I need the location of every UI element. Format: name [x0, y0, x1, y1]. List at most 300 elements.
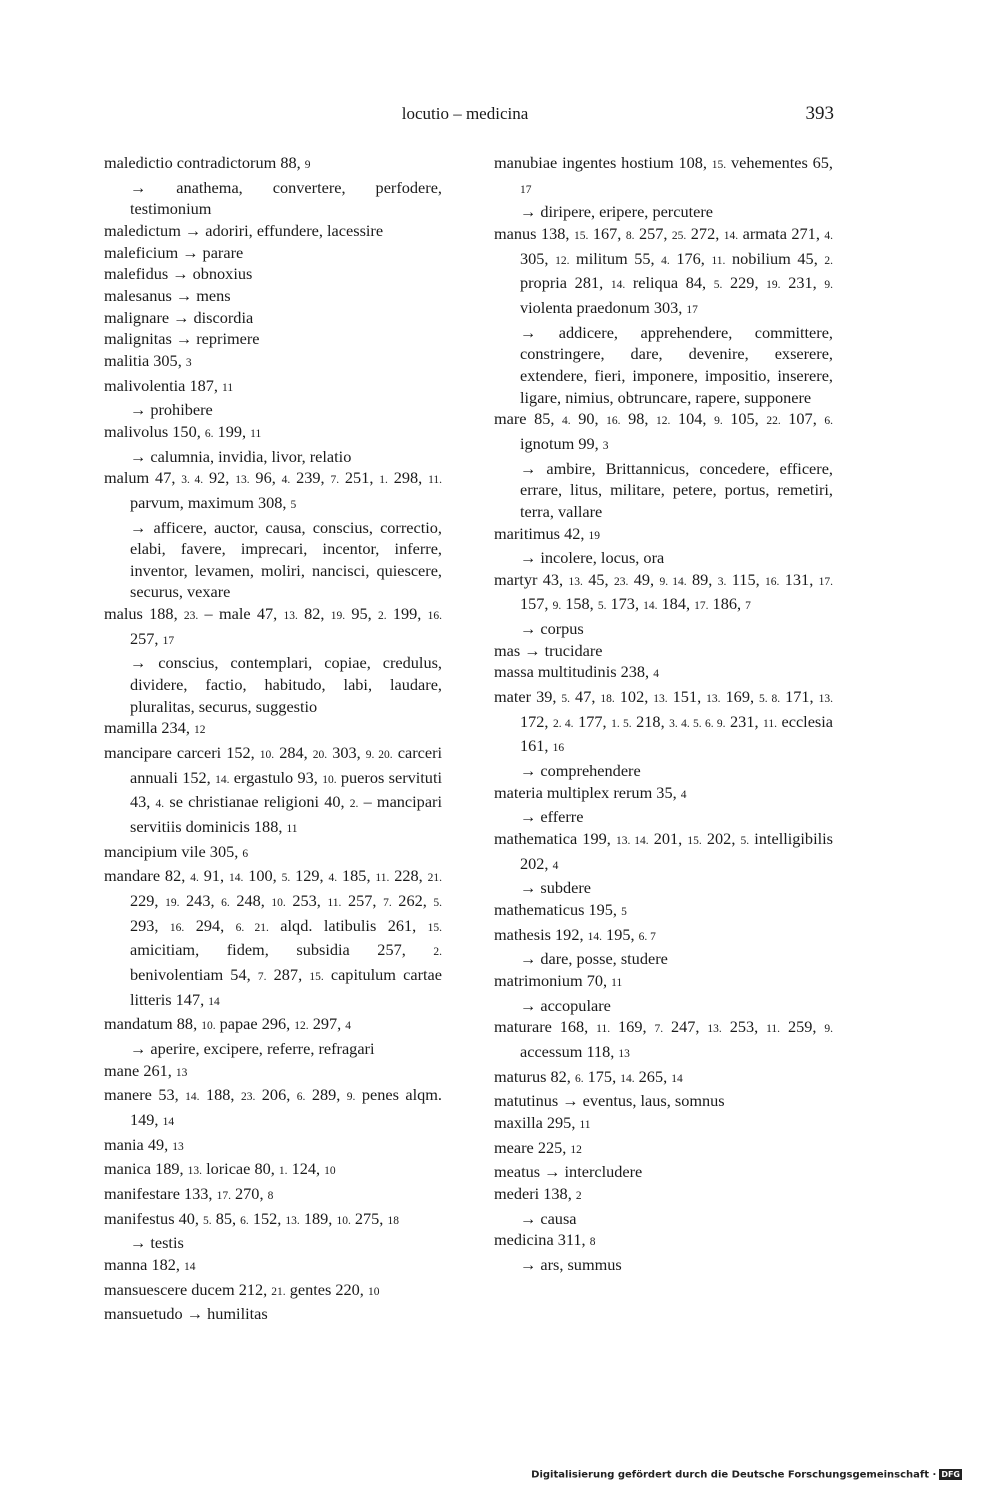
entry-text: 243,: [179, 891, 222, 910]
entry-text: 228,: [389, 866, 428, 886]
index-entry: [494, 1112, 833, 1137]
index-entry: [494, 408, 833, 457]
entry-text: 218,: [631, 711, 670, 731]
line-number: 5: [621, 906, 627, 918]
line-number: 13.: [285, 1214, 300, 1227]
entry-text: ergastulo 93,: [229, 767, 323, 787]
line-number: 4.: [190, 872, 199, 885]
entry-text: mane 261,: [104, 1060, 176, 1080]
cross-reference: [104, 652, 442, 717]
entry-text: → incolere, locus, ora: [520, 548, 665, 568]
line-number: 22.: [766, 415, 781, 428]
entry-text: 152,: [248, 1208, 286, 1228]
entry-text: 173,: [606, 594, 644, 614]
line-number: 12.: [294, 1020, 309, 1033]
entry-text: meare 225,: [494, 1137, 571, 1157]
line-number: 1.: [379, 474, 388, 487]
entry-text: 157,: [520, 594, 553, 614]
entry-text: 229,: [722, 273, 767, 293]
entry-text: 305,: [520, 248, 556, 268]
cross-reference: [494, 618, 833, 640]
entry-text: amicitiam, fidem, subsidia 257,: [130, 940, 434, 960]
index-entry: [494, 686, 833, 760]
entry-text: maxilla 295,: [494, 1112, 580, 1132]
line-number: 4: [653, 668, 659, 681]
entry-text: 107,: [780, 409, 825, 429]
entry-text: 104,: [670, 409, 715, 429]
line-number: 14.: [228, 872, 244, 885]
entry-text: 89,: [686, 569, 718, 589]
entry-text: → diripere, eripere, percutere: [520, 202, 713, 222]
entry-text: meatus → intercludere: [494, 1162, 643, 1182]
entry-text: capitulum cartae litteris 147,: [130, 964, 442, 1009]
entry-text: 297,: [308, 1014, 346, 1034]
dfg-logo: DFG: [941, 1470, 960, 1479]
line-number: 19.: [330, 610, 346, 623]
entry-text: mancipare carceri 152,: [104, 743, 260, 763]
entry-text: manna 182,: [104, 1254, 185, 1274]
entry-text: mare 85,: [494, 409, 563, 429]
entry-text: 257,: [130, 628, 163, 648]
entry-text: maleficium → parare: [104, 242, 244, 262]
line-number: 10.: [271, 897, 286, 909]
line-number: 9.: [552, 600, 562, 613]
entry-text: malum 47,: [104, 468, 182, 488]
line-number: 11.: [766, 1023, 781, 1036]
line-number: 12: [193, 724, 206, 737]
entry-text: – male 47,: [198, 604, 284, 624]
index-entry: [494, 1090, 833, 1112]
line-number: 16.: [606, 415, 621, 428]
entry-text: militum 55,: [569, 248, 662, 268]
entry-text: 171,: [780, 687, 819, 707]
entry-text: mania 49,: [104, 1134, 173, 1154]
entry-text: massa multitudinis 238,: [494, 662, 654, 682]
line-number: 6.: [204, 427, 214, 440]
entry-text: matutinus → eventus, laus, somnus: [494, 1091, 725, 1111]
line-number: 4: [345, 1020, 352, 1033]
entry-text: manifestare 133,: [104, 1183, 217, 1203]
entry-text: → afficere, auctor, causa, conscius, correctio, elabi, favere, imprecari, incentor, inferre, inventor, levamen, moliri, nancisci, quiescere, securus, vexare: [130, 517, 442, 602]
line-number: 20.: [312, 749, 328, 762]
line-number: 7.: [654, 1023, 664, 1036]
entry-text: malivolentia 187,: [104, 375, 223, 395]
index-entry: [494, 970, 833, 995]
line-number: 3.: [717, 575, 727, 588]
footer-text: Digitalisierung gefördert durch die Deutsche Forschungsgemeinschaft ·: [531, 1469, 937, 1481]
entry-text: 85,: [211, 1208, 241, 1228]
entry-text: gentes 220,: [285, 1279, 368, 1299]
index-entry: [104, 603, 442, 652]
line-number: 23.: [183, 610, 199, 623]
entry-text: 201,: [648, 829, 688, 849]
index-entry: [494, 899, 833, 924]
entry-text: 151,: [667, 687, 707, 707]
entry-text: nobilium 45,: [725, 248, 825, 268]
entry-text: reliqua 84,: [625, 273, 714, 293]
entry-text: 100,: [243, 866, 282, 886]
page-number: 393: [805, 103, 834, 124]
line-number: 14.: [620, 1072, 635, 1085]
line-number: 13.: [568, 575, 583, 588]
index-entry: [494, 1066, 833, 1091]
line-number: 17.: [216, 1189, 231, 1202]
line-number: 11.: [375, 872, 390, 885]
line-number: 13.: [818, 693, 833, 706]
index-entry: [104, 1060, 442, 1085]
cross-reference: [494, 995, 833, 1017]
entry-text: benivolentiam 54,: [130, 964, 258, 984]
line-number: 6: [242, 847, 249, 860]
line-number: 9.: [824, 1023, 834, 1036]
entry-text: intelligibilis 202,: [520, 829, 833, 873]
entry-text: 169,: [720, 687, 760, 707]
index-entry: [104, 375, 442, 400]
entry-text: mas → trucidare: [494, 640, 603, 660]
line-number: 3: [185, 356, 192, 369]
index-entry: [104, 1208, 442, 1233]
entry-text: 185,: [337, 866, 376, 886]
line-number: 15.: [309, 970, 324, 983]
entry-text: 176,: [669, 248, 712, 268]
line-number: 6.: [574, 1072, 584, 1085]
cross-reference: [104, 399, 442, 421]
entry-text: 239,: [290, 468, 331, 488]
index-entry: [494, 1137, 833, 1162]
entry-text: 248,: [229, 891, 272, 910]
entry-text: → addicere, apprehendere, committere, constringere, dare, devenire, exserere, extendere, fieri, imponere, impositio, inserere, ligare, nimius, obtruncare, rapere, supponere: [520, 322, 833, 407]
entry-text: 293,: [130, 915, 170, 935]
line-number: 19.: [165, 897, 180, 909]
line-number: 6.: [240, 1214, 249, 1227]
index-entry: [104, 467, 442, 516]
cross-reference: [104, 177, 442, 220]
line-number: 6.: [296, 1091, 306, 1104]
index-entry: [104, 350, 442, 375]
entry-text: → ambire, Brittannicus, concedere, efficere, errare, litus, militare, petere, portus, remetiri, terra, vallare: [520, 458, 833, 521]
entry-text: 231,: [780, 273, 825, 293]
line-number: 1.: [278, 1165, 288, 1178]
entry-text: manubiae ingentes hostium 108,: [494, 153, 712, 172]
line-number: 16.: [169, 921, 185, 934]
entry-text: malus 188,: [104, 604, 184, 624]
index-entry: [104, 865, 442, 1013]
index-entry: [494, 924, 833, 949]
line-number: 13. 14.: [615, 835, 649, 848]
line-number: 12.: [656, 415, 671, 428]
entry-text: malivolus 150,: [104, 421, 205, 441]
entry-text: – mancipari servitiis dominicis 188,: [130, 792, 442, 837]
entry-text: 199,: [213, 421, 251, 441]
index-entry: [104, 242, 442, 264]
line-number: 16.: [765, 575, 780, 588]
entry-text: vehementes 65,: [726, 153, 833, 172]
cross-reference: [494, 760, 833, 782]
entry-text: 175,: [583, 1066, 621, 1086]
line-number: 2.: [349, 798, 359, 811]
index-entry: [104, 1013, 442, 1038]
line-number: 11.: [428, 474, 443, 487]
line-number: 11.: [711, 254, 726, 267]
line-number: 23.: [240, 1091, 256, 1104]
entry-text: 102,: [614, 687, 654, 707]
line-number: 7: [745, 600, 751, 613]
line-number: 14.: [215, 773, 230, 786]
entry-text: mansuescere ducem 212,: [104, 1279, 272, 1299]
entry-text: 287,: [266, 964, 310, 984]
line-number: 25.: [671, 229, 687, 242]
entry-text: manere 53,: [104, 1085, 186, 1105]
line-number: 21.: [427, 872, 443, 885]
line-number: 1. 5.: [611, 717, 632, 730]
entry-text: → accopulare: [520, 995, 611, 1015]
entry-text: mancipium vile 305,: [104, 841, 243, 861]
entry-text: alqd. latibulis 261,: [268, 915, 428, 935]
index-entry: [494, 828, 833, 877]
index-entry: [494, 1161, 833, 1183]
running-head: locutio – medicina: [401, 104, 529, 123]
line-number: 6.: [221, 897, 230, 909]
entry-text: 257,: [341, 891, 384, 910]
entry-text: 195,: [601, 924, 639, 944]
index-entry: [494, 152, 833, 201]
entry-text: 272,: [686, 223, 724, 243]
index-entry: [104, 1279, 442, 1304]
line-number: 2: [575, 1189, 582, 1202]
entry-text: 105,: [722, 409, 767, 429]
entry-text: 206,: [255, 1085, 297, 1105]
entry-text: 262,: [391, 891, 434, 910]
entry-text: 275,: [350, 1208, 388, 1228]
line-number: 4.: [824, 229, 834, 242]
line-number: 9.: [714, 415, 723, 428]
line-number: 5: [290, 498, 297, 511]
entry-text: → conscius, contemplari, copiae, credulus, dividere, factio, habitudo, labi, laudare, pluralitas, securus, suggestio: [130, 653, 442, 716]
entry-text: 90,: [570, 409, 607, 429]
index-entry: [104, 1183, 442, 1208]
index-entry: [104, 1134, 442, 1159]
cross-reference: [494, 547, 833, 569]
entry-text: maritimus 42,: [494, 523, 589, 543]
entry-text: carceri annuali 152,: [130, 743, 443, 787]
index-entry: [104, 1303, 442, 1325]
line-number: 10: [324, 1165, 336, 1178]
line-number: 4: [680, 788, 687, 801]
entry-text: 158,: [561, 594, 598, 614]
line-number: 11: [250, 427, 262, 440]
line-number: 5.: [597, 600, 607, 613]
line-number: 17: [520, 183, 532, 196]
line-number: 16.: [427, 610, 442, 623]
line-number: 6. 21.: [235, 921, 269, 934]
line-number: 9. 20.: [365, 749, 393, 762]
entry-text: malefidus → obnoxius: [104, 264, 253, 284]
line-number: 8: [589, 1236, 596, 1249]
index-column-left: [104, 152, 442, 1325]
line-number: 3. 4. 5. 6. 9.: [669, 717, 726, 730]
entry-text: 257,: [634, 223, 672, 243]
index-entry: [104, 841, 442, 866]
line-number: 17.: [818, 575, 834, 588]
index-entry: [104, 1254, 442, 1279]
line-number: 10.: [336, 1214, 351, 1227]
entry-text: 91,: [198, 866, 229, 886]
line-number: 19: [588, 529, 601, 542]
line-number: 3. 4.: [181, 474, 204, 487]
entry-text: → calumnia, invidia, livor, relatio: [130, 446, 352, 466]
entry-text: 92,: [203, 468, 236, 488]
line-number: 15.: [687, 835, 702, 848]
entry-text: 49,: [628, 569, 660, 589]
index-entry: [494, 1229, 833, 1254]
line-number: 9: [304, 159, 311, 171]
line-number: 12.: [555, 254, 570, 267]
entry-text: mansuetudo → humilitas: [104, 1304, 268, 1324]
line-number: 4: [552, 859, 559, 872]
entry-text: 131,: [779, 569, 819, 589]
entry-text: → testis: [130, 1233, 184, 1253]
index-entry: [494, 223, 833, 322]
entry-text: maledictio contradictorum 88,: [104, 153, 305, 172]
entry-text: 96,: [249, 468, 282, 488]
line-number: 5.: [433, 897, 443, 909]
index-entry: [104, 742, 442, 841]
line-number: 2. 4.: [553, 717, 574, 730]
line-number: 2.: [824, 254, 833, 267]
entry-text: 82,: [297, 604, 331, 624]
cross-reference: [104, 517, 442, 604]
line-number: 13.: [707, 1023, 722, 1036]
cross-reference: [494, 458, 833, 523]
line-number: 5.: [740, 835, 750, 848]
line-number: 11: [222, 381, 234, 394]
entry-text: manus 138,: [494, 223, 574, 243]
line-number: 14.: [587, 930, 602, 943]
line-number: 2.: [377, 610, 387, 623]
line-number: 19.: [766, 279, 781, 292]
line-number: 17.: [694, 600, 709, 613]
cross-reference: [104, 1232, 442, 1254]
entry-text: armata 271,: [738, 223, 825, 243]
entry-text: 253,: [721, 1017, 767, 1037]
line-number: 11: [286, 823, 298, 836]
cross-reference: [494, 1254, 833, 1276]
entry-text: mederi 138,: [494, 1183, 576, 1203]
entry-text: 95,: [345, 604, 378, 624]
entry-text: → comprehendere: [520, 761, 641, 781]
entry-text: mamilla 234,: [104, 718, 194, 738]
line-number: 15.: [573, 229, 589, 242]
entry-text: malignitas → reprimere: [104, 329, 260, 349]
entry-text: malignare → discordia: [104, 307, 254, 327]
entry-text: → prohibere: [130, 400, 213, 420]
entry-text: manifestus 40,: [104, 1208, 204, 1228]
line-number: 5.: [203, 1214, 212, 1227]
entry-text: materia multiplex rerum 35,: [494, 782, 681, 802]
entry-text: 186,: [708, 594, 746, 614]
line-number: 10.: [322, 773, 337, 786]
entry-text: 265,: [634, 1066, 672, 1086]
line-number: 18: [387, 1214, 399, 1227]
entry-text: 294,: [184, 915, 236, 935]
index-entry: [104, 152, 442, 177]
entry-text: pueros servituti 43,: [130, 767, 442, 812]
line-number: 14: [162, 1115, 175, 1128]
entry-text: propria 281,: [520, 273, 611, 293]
entry-text: 169,: [610, 1017, 655, 1037]
entry-text: mater 39,: [494, 687, 562, 707]
line-number: 15.: [711, 159, 727, 171]
entry-text: matrimonium 70,: [494, 970, 612, 990]
entry-text: violenta praedonum 303,: [520, 297, 687, 317]
line-number: 4.: [328, 872, 338, 885]
entry-text: accessum 118,: [520, 1041, 619, 1061]
cross-reference: [104, 446, 442, 468]
entry-text: 177,: [573, 711, 612, 731]
index-entry: [104, 263, 442, 285]
entry-text: maledictum → adoriri, effundere, lacessire: [104, 220, 384, 240]
entry-text: 184,: [657, 594, 695, 614]
entry-text: malitia 305,: [104, 350, 186, 370]
index-entry: [494, 782, 833, 807]
line-number: 10.: [259, 749, 275, 762]
index-entry: [494, 1183, 833, 1208]
line-number: 15.: [427, 921, 442, 934]
entry-text: 167,: [588, 223, 626, 243]
entry-text: 303,: [327, 743, 366, 763]
entry-text: 115,: [726, 569, 766, 589]
line-number: 13: [172, 1140, 184, 1153]
line-number: 5. 8.: [759, 693, 781, 706]
entry-text: parvum, maximum 308,: [130, 492, 291, 512]
entry-text: 253,: [285, 891, 328, 910]
line-number: 9.: [346, 1091, 356, 1104]
entry-text: 247,: [663, 1017, 708, 1037]
entry-text: → efferre: [520, 807, 584, 827]
entry-text: mandatum 88,: [104, 1014, 202, 1034]
entry-text: medicina 311,: [494, 1230, 590, 1250]
line-number: 5.: [281, 872, 291, 885]
line-number: 17: [162, 634, 175, 647]
entry-text: loricae 80,: [202, 1159, 279, 1179]
line-number: 3: [602, 439, 609, 452]
entry-text: 259,: [780, 1017, 825, 1037]
line-number: 23.: [613, 575, 629, 588]
cross-reference: [104, 1038, 442, 1060]
line-number: 7.: [257, 970, 267, 983]
index-column-right: [494, 152, 833, 1276]
line-number: 9.: [824, 279, 833, 292]
index-entry: [494, 1016, 833, 1065]
cross-reference: [494, 877, 833, 899]
line-number: 7.: [330, 474, 340, 487]
entry-text: martyr 43,: [494, 569, 569, 589]
line-number: 8.: [625, 229, 635, 242]
entry-text: → subdere: [520, 878, 591, 898]
index-entry: [494, 640, 833, 662]
entry-text: penes alqm. 149,: [130, 1085, 442, 1129]
entry-text: 289,: [305, 1085, 347, 1105]
index-entry: [104, 421, 442, 446]
line-number: 12: [570, 1143, 582, 1156]
entry-text: mathesis 192,: [494, 924, 588, 944]
index-entry: [494, 661, 833, 686]
entry-text: 189,: [299, 1208, 337, 1228]
line-number: 14.: [610, 279, 626, 292]
entry-text: → aperire, excipere, referre, refragari: [130, 1038, 375, 1058]
line-number: 2.: [433, 946, 442, 959]
line-number: 16: [552, 742, 565, 755]
